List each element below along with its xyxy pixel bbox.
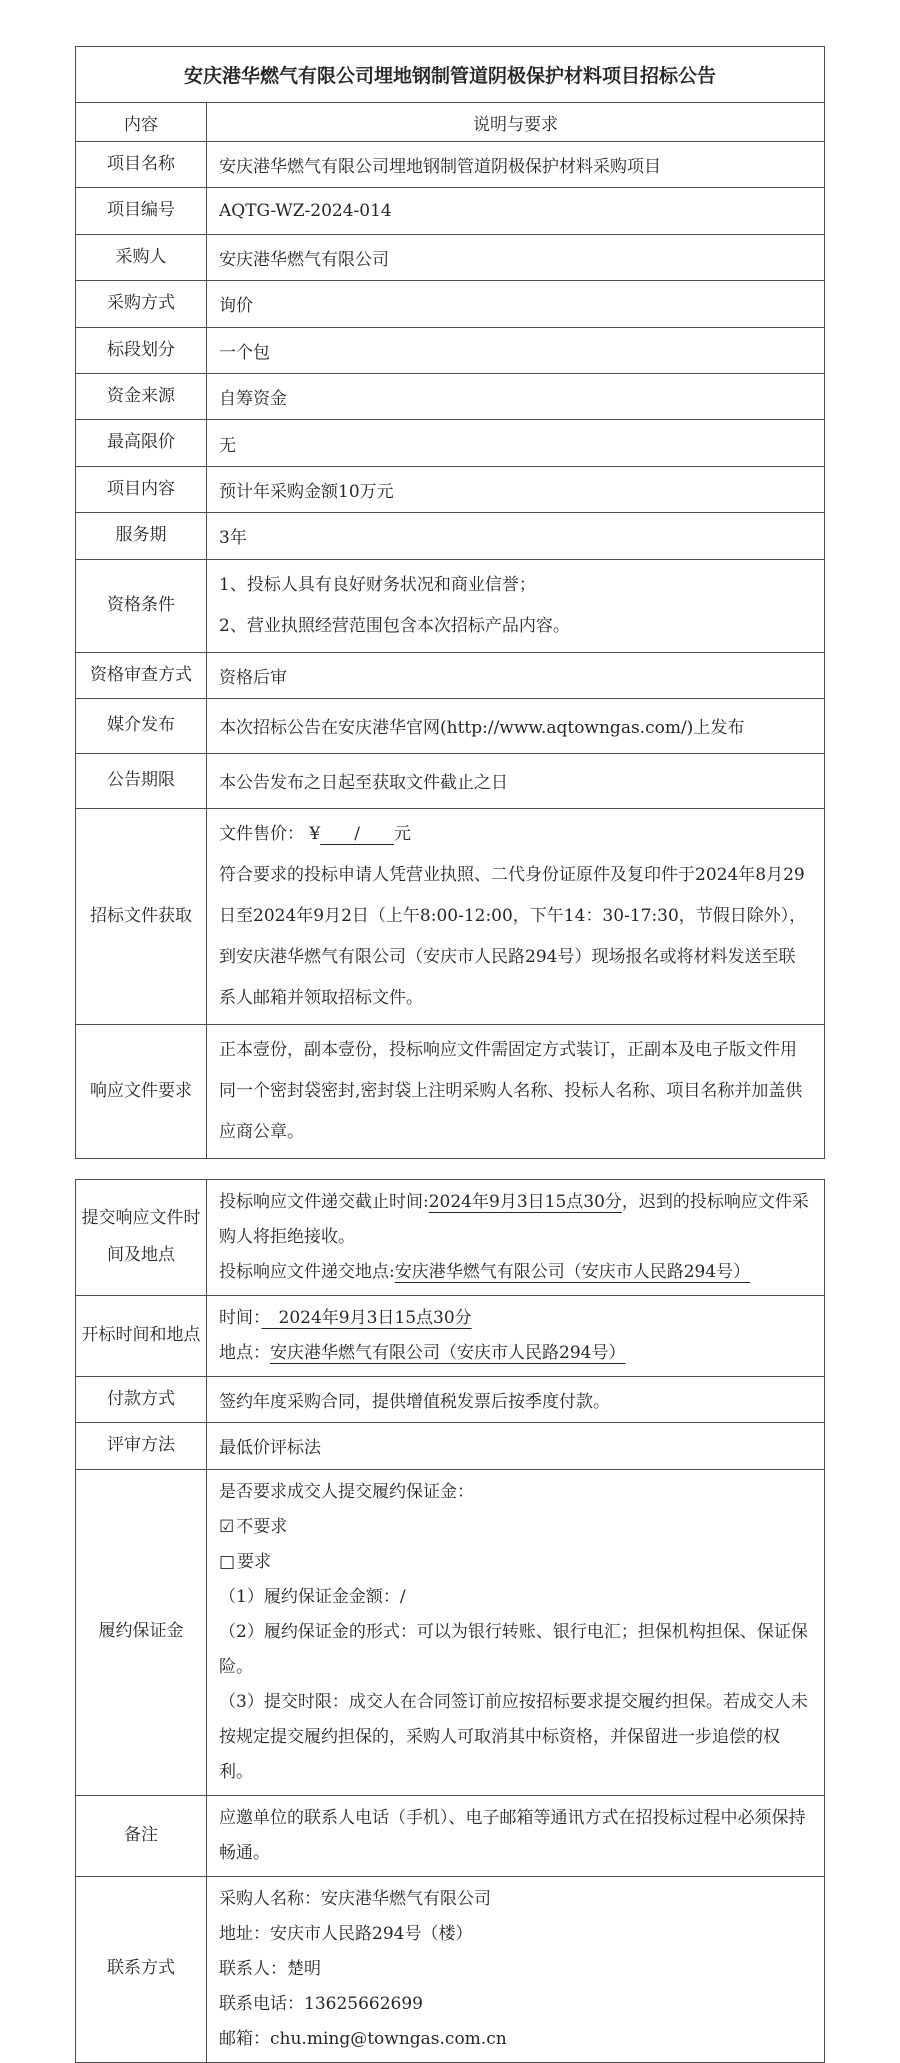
row-value: 安庆港华燃气有限公司 [207, 234, 825, 280]
row-evaluation-method [76, 1423, 825, 1469]
deadline-suffix: ，迟到的投标响应文件采购人将拒绝接收。 [219, 1191, 809, 1247]
guarantee-item-form: （2）履约保证金的形式：可以为银行转账、银行电汇；担保机构担保、保证保险。 [219, 1621, 808, 1677]
tender-info-table [75, 46, 825, 1159]
row-value [207, 1469, 825, 1795]
row-value: 预计年采购金额10万元 [207, 466, 825, 512]
row-project-name [76, 142, 825, 188]
row-qualification-review [76, 652, 825, 698]
row-value: 最低价评标法 [207, 1423, 825, 1469]
row-performance-guarantee [76, 1469, 825, 1795]
row-label: 资金来源 [76, 373, 207, 419]
deadline-time: 2024年9月3日15点30分 [428, 1191, 622, 1212]
row-value: 3年 [207, 513, 825, 559]
row-value: 询价 [207, 281, 825, 327]
contact-person: 联系人：楚明 [219, 1958, 321, 1979]
row-response-requirements [76, 1024, 825, 1158]
opening-place-value: 安庆港华燃气有限公司（安庆市人民路294号） [270, 1342, 626, 1363]
checkbox-unchecked-icon: □ [219, 1551, 236, 1572]
place-prefix: 投标响应文件递交地点: [219, 1261, 395, 1282]
qualification-item-1: 1、投标人具有良好财务状况和商业信誉； [219, 574, 536, 595]
row-value: 本公告发布之日起至获取文件截止之日 [207, 753, 825, 808]
row-service-term [76, 513, 825, 559]
price-suffix: 元 [393, 823, 411, 844]
row-label: 招标文件获取 [76, 808, 207, 1024]
row-label: 开标时间和地点 [76, 1295, 207, 1376]
row-procurement-method [76, 281, 825, 327]
row-value: 本次招标公告在安庆港华官网(http://www.aqtowngas.com/)上发布 [207, 698, 825, 753]
place-value: 安庆港华燃气有限公司（安庆市人民路294号） [394, 1261, 751, 1282]
price-prefix: 文件售价： ¥ [219, 823, 321, 844]
deadline-prefix: 投标响应文件递交截止时间: [219, 1191, 429, 1212]
row-label: 媒介发布 [76, 698, 207, 753]
row-purchaser [76, 234, 825, 280]
row-bid-opening [76, 1295, 825, 1376]
opening-time-value: 2024年9月3日15点30分 [261, 1307, 472, 1328]
opening-time-line [219, 1301, 812, 1336]
row-label: 资格条件 [76, 559, 207, 652]
row-payment-method [76, 1376, 825, 1422]
contact-phone: 联系电话：13625662699 [219, 1993, 423, 2014]
row-label: 最高限价 [76, 420, 207, 466]
row-value: 自筹资金 [207, 373, 825, 419]
row-label: 服务期 [76, 513, 207, 559]
option-not-required-label: 不要求 [236, 1516, 288, 1537]
row-label: 联系方式 [76, 1876, 207, 2062]
row-value: 无 [207, 420, 825, 466]
row-label: 项目内容 [76, 466, 207, 512]
row-document-obtain [76, 808, 825, 1024]
tender-schedule-table [75, 1179, 825, 2063]
row-value [207, 808, 825, 1024]
row-notice-period [76, 753, 825, 808]
submission-place-line [219, 1255, 812, 1290]
price-blank-line: / [320, 823, 394, 844]
title-row [76, 47, 825, 103]
row-submission-time-place [76, 1179, 825, 1295]
row-value: 安庆港华燃气有限公司埋地钢制管道阴极保护材料采购项目 [207, 142, 825, 188]
row-price-cap [76, 420, 825, 466]
row-value [207, 1179, 825, 1295]
row-label: 响应文件要求 [76, 1024, 207, 1158]
row-label: 标段划分 [76, 327, 207, 373]
contact-email: 邮箱：chu.ming@towngas.com.cn [219, 2028, 507, 2049]
remarks-body: 应邀单位的联系人电话（手机）、电子邮箱等通讯方式在招投标过程中必须保持畅通。 [219, 1807, 806, 1863]
row-project-number [76, 188, 825, 234]
row-qualification [76, 559, 825, 652]
column-header-content: 内容 [76, 103, 207, 142]
row-label: 资格审查方式 [76, 652, 207, 698]
row-project-content [76, 466, 825, 512]
row-label: 履约保证金 [76, 1469, 207, 1795]
opening-place-line [219, 1336, 812, 1371]
guarantee-item-deadline: （3）提交时限：成交人在合同签订前应按招标要求提交履约担保。若成交人未按规定提交履约担保的，采购人可取消其中标资格，并保留进一步追偿的权利。 [219, 1691, 808, 1782]
row-value [207, 1876, 825, 2062]
response-requirements-body: 正本壹份，副本壹份，投标响应文件需固定方式装订，正副本及电子版文件用同一个密封袋密封,密封袋上注明采购人名称、投标人名称、项目名称并加盖供应商公章。 [219, 1039, 803, 1142]
row-value: 一个包 [207, 327, 825, 373]
row-label: 提交响应文件时间及地点 [76, 1179, 207, 1295]
guarantee-question: 是否要求成交人提交履约保证金： [219, 1481, 474, 1502]
row-value [207, 559, 825, 652]
document-obtain-body: 符合要求的投标申请人凭营业执照、二代身份证原件及复印件于2024年8月29日至2024年9月2日（上午8:00-12:00，下午14：30-17:30，节假日除外），到安庆港华燃气有限公司（安庆市人民路294号）现场报名或将材料发送至联系人邮箱并领取招标文件。 [219, 864, 807, 1008]
row-label: 采购人 [76, 234, 207, 280]
row-label: 采购方式 [76, 281, 207, 327]
row-value [207, 1295, 825, 1376]
row-fund-source [76, 373, 825, 419]
row-value [207, 1795, 825, 1876]
document-price-line [219, 814, 812, 855]
column-header-description: 说明与要求 [207, 103, 825, 142]
opening-place-label: 地点： [219, 1342, 270, 1363]
option-required-label: 要求 [237, 1551, 272, 1572]
row-remarks [76, 1795, 825, 1876]
guarantee-option-not-required [219, 1510, 812, 1545]
page-title: 安庆港华燃气有限公司埋地钢制管道阴极保护材料项目招标公告 [76, 47, 825, 103]
contact-purchaser-name: 采购人名称：安庆港华燃气有限公司 [219, 1888, 491, 1909]
guarantee-option-required [219, 1545, 812, 1580]
checkbox-checked-icon: ☑ [219, 1516, 235, 1537]
row-label: 评审方法 [76, 1423, 207, 1469]
qualification-item-2: 2、营业执照经营范围包含本次招标产品内容。 [219, 615, 570, 636]
row-media-publication [76, 698, 825, 753]
opening-time-label: 时间： [219, 1307, 262, 1328]
row-label: 项目编号 [76, 188, 207, 234]
row-value: AQTG-WZ-2024-014 [207, 188, 825, 234]
row-value: 签约年度采购合同，提供增值税发票后按季度付款。 [207, 1376, 825, 1422]
row-value: 资格后审 [207, 652, 825, 698]
contact-address: 地址：安庆市人民路294号（楼） [219, 1923, 473, 1944]
row-label: 项目名称 [76, 142, 207, 188]
row-label: 备注 [76, 1795, 207, 1876]
row-contact-info [76, 1876, 825, 2062]
guarantee-item-amount: （1）履约保证金金额：/ [219, 1586, 406, 1607]
row-lot-division [76, 327, 825, 373]
header-row [76, 103, 825, 142]
row-label: 公告期限 [76, 753, 207, 808]
submission-deadline-line [219, 1185, 812, 1255]
row-value [207, 1024, 825, 1158]
row-label: 付款方式 [76, 1376, 207, 1422]
